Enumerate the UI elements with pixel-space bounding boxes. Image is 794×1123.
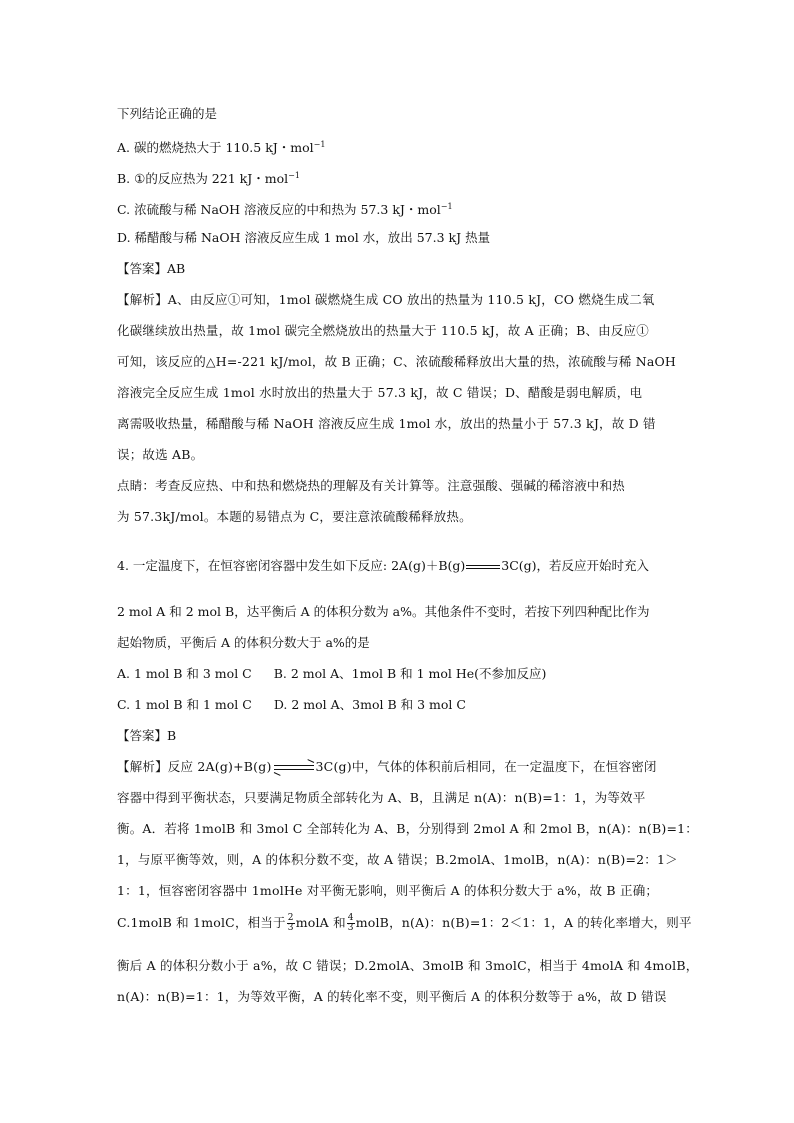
question-4-stem: 2 mol A 和 2 mol B，达平衡后 A 的体积分数为 a%。其他条件不变时，若按下列四种配比作为 <box>117 604 650 619</box>
option-a: A. 碳的燃烧热大于 110.5 kJ・mol$^{-1}$ <box>117 140 326 155</box>
analysis-line: n(A)：n(B)=1：1，为等效平衡，A 的转化率不变，则平衡后 A 的体积分数等于 a%，故 D 错误 <box>117 989 667 1004</box>
fraction-two-thirds: $\frac{2}{3}$ <box>287 913 294 933</box>
reversible-arrow-icon <box>274 763 314 773</box>
question-4-stem: 起始物质，平衡后 A 的体积分数大于 a%的是 <box>117 635 370 650</box>
unit-exponent: −1 <box>288 171 300 180</box>
analysis-line: C.1molB 和 1molC，相当于 $\frac{2}{3}$ molA 和 $\frac{4}{3}$ molB，n(A)：n(B)=1：2＜1：1，A 的转化率增大，则平 <box>117 913 692 933</box>
analysis-line: 误；故选 AB。 <box>117 447 204 462</box>
option-b: B. ①的反应热为 221 kJ・mol$^{-1}$ <box>117 171 300 186</box>
answer-label: 【答案】AB <box>117 261 186 276</box>
option-row <box>117 666 546 682</box>
tip-line: 点睛：考查反应热、中和热和燃烧热的理解及有关计算等。注意强酸、强碱的稀溶液中和热 <box>117 478 626 493</box>
analysis-line: 1，与原平衡等效，则，A 的体积分数不变，故 A 错误；B.2molA、1molB，n(A)：n(B)=2：1＞ <box>117 852 678 867</box>
question-prompt: 下列结论正确的是 <box>117 106 218 121</box>
fraction-four-thirds: $\frac{4}{3}$ <box>347 913 354 933</box>
analysis-line: 容器中得到平衡状态，只要满足物质全部转化为 A、B，且满足 n(A)：n(B)=1：1，为等效平 <box>117 790 646 805</box>
analysis-line: 【解析】A、由反应①可知，1mol 碳燃烧生成 CO 放出的热量为 110.5 kJ，CO 燃烧生成二氧 <box>117 292 655 307</box>
analysis-line: 衡。A．若将 1molB 和 3mol C 全部转化为 A、B，分别得到 2mol A 和 2mol B，n(A)：n(B)=1： <box>117 821 698 836</box>
option-b: B. 2 mol A、1mol B 和 1 mol He(不参加反应) <box>273 666 547 681</box>
analysis-line: 1：1，恒容密闭容器中 1molHe 对平衡无影响，则平衡后 A 的体积分数大于 a%，故 B 正确； <box>117 883 659 898</box>
equilibrium-arrow-icon <box>466 563 500 571</box>
option-a: A. 1 mol B 和 3 mol C <box>117 666 252 681</box>
question-4-stem: 4. 一定温度下，在恒容密闭容器中发生如下反应: 2A(g)＋B(g) 3C(g)，若反应开始时充入 <box>117 558 650 573</box>
option-c: C. 1 mol B 和 1 mol C <box>117 697 252 712</box>
option-d: D. 稀醋酸与稀 NaOH 溶液反应生成 1 mol 水，放出 57.3 kJ 热量 <box>117 230 491 245</box>
analysis-line: 【解析】反应 2A(g)+B(g) 3C(g)中，气体的体积前后相同，在一定温度下，在恒容密闭 <box>117 759 657 774</box>
analysis-line: 离需吸收热量，稀醋酸与稀 NaOH 溶液反应生成 1mol 水，放出的热量小于 57.3 kJ，故 D 错 <box>117 416 656 431</box>
analysis-line: 衡后 A 的体积分数小于 a%，故 C 错误；D.2molA、3molB 和 3molC，相当于 4molA 和 4molB， <box>117 958 699 973</box>
unit-exponent: −1 <box>440 202 453 211</box>
analysis-line: 可知，该反应的△H=-221 kJ/mol，故 B 正确；C、浓硫酸稀释放出大量的热，浓硫酸与稀 NaOH <box>117 354 677 369</box>
analysis-line: 溶液完全反应生成 1mol 水时放出的热量大于 57.3 kJ，故 C 错误；D、醋酸是弱电解质，电 <box>117 385 643 400</box>
option-d: D. 2 mol A、3mol B 和 3 mol C <box>273 697 466 712</box>
tip-line: 为 57.3kJ/mol。本题的易错点为 C，要注意浓硫酸稀释放热。 <box>117 509 472 524</box>
unit-exponent: −1 <box>313 140 326 149</box>
option-c: C. 浓硫酸与稀 NaOH 溶液反应的中和热为 57.3 kJ・mol$^{-1}$ <box>117 202 453 217</box>
answer-label: 【答案】B <box>117 728 177 743</box>
option-row <box>117 697 466 713</box>
analysis-line: 化碳继续放出热量，故 1mol 碳完全燃烧放出的热量大于 110.5 kJ，故 A 正确；B、由反应① <box>117 323 649 338</box>
